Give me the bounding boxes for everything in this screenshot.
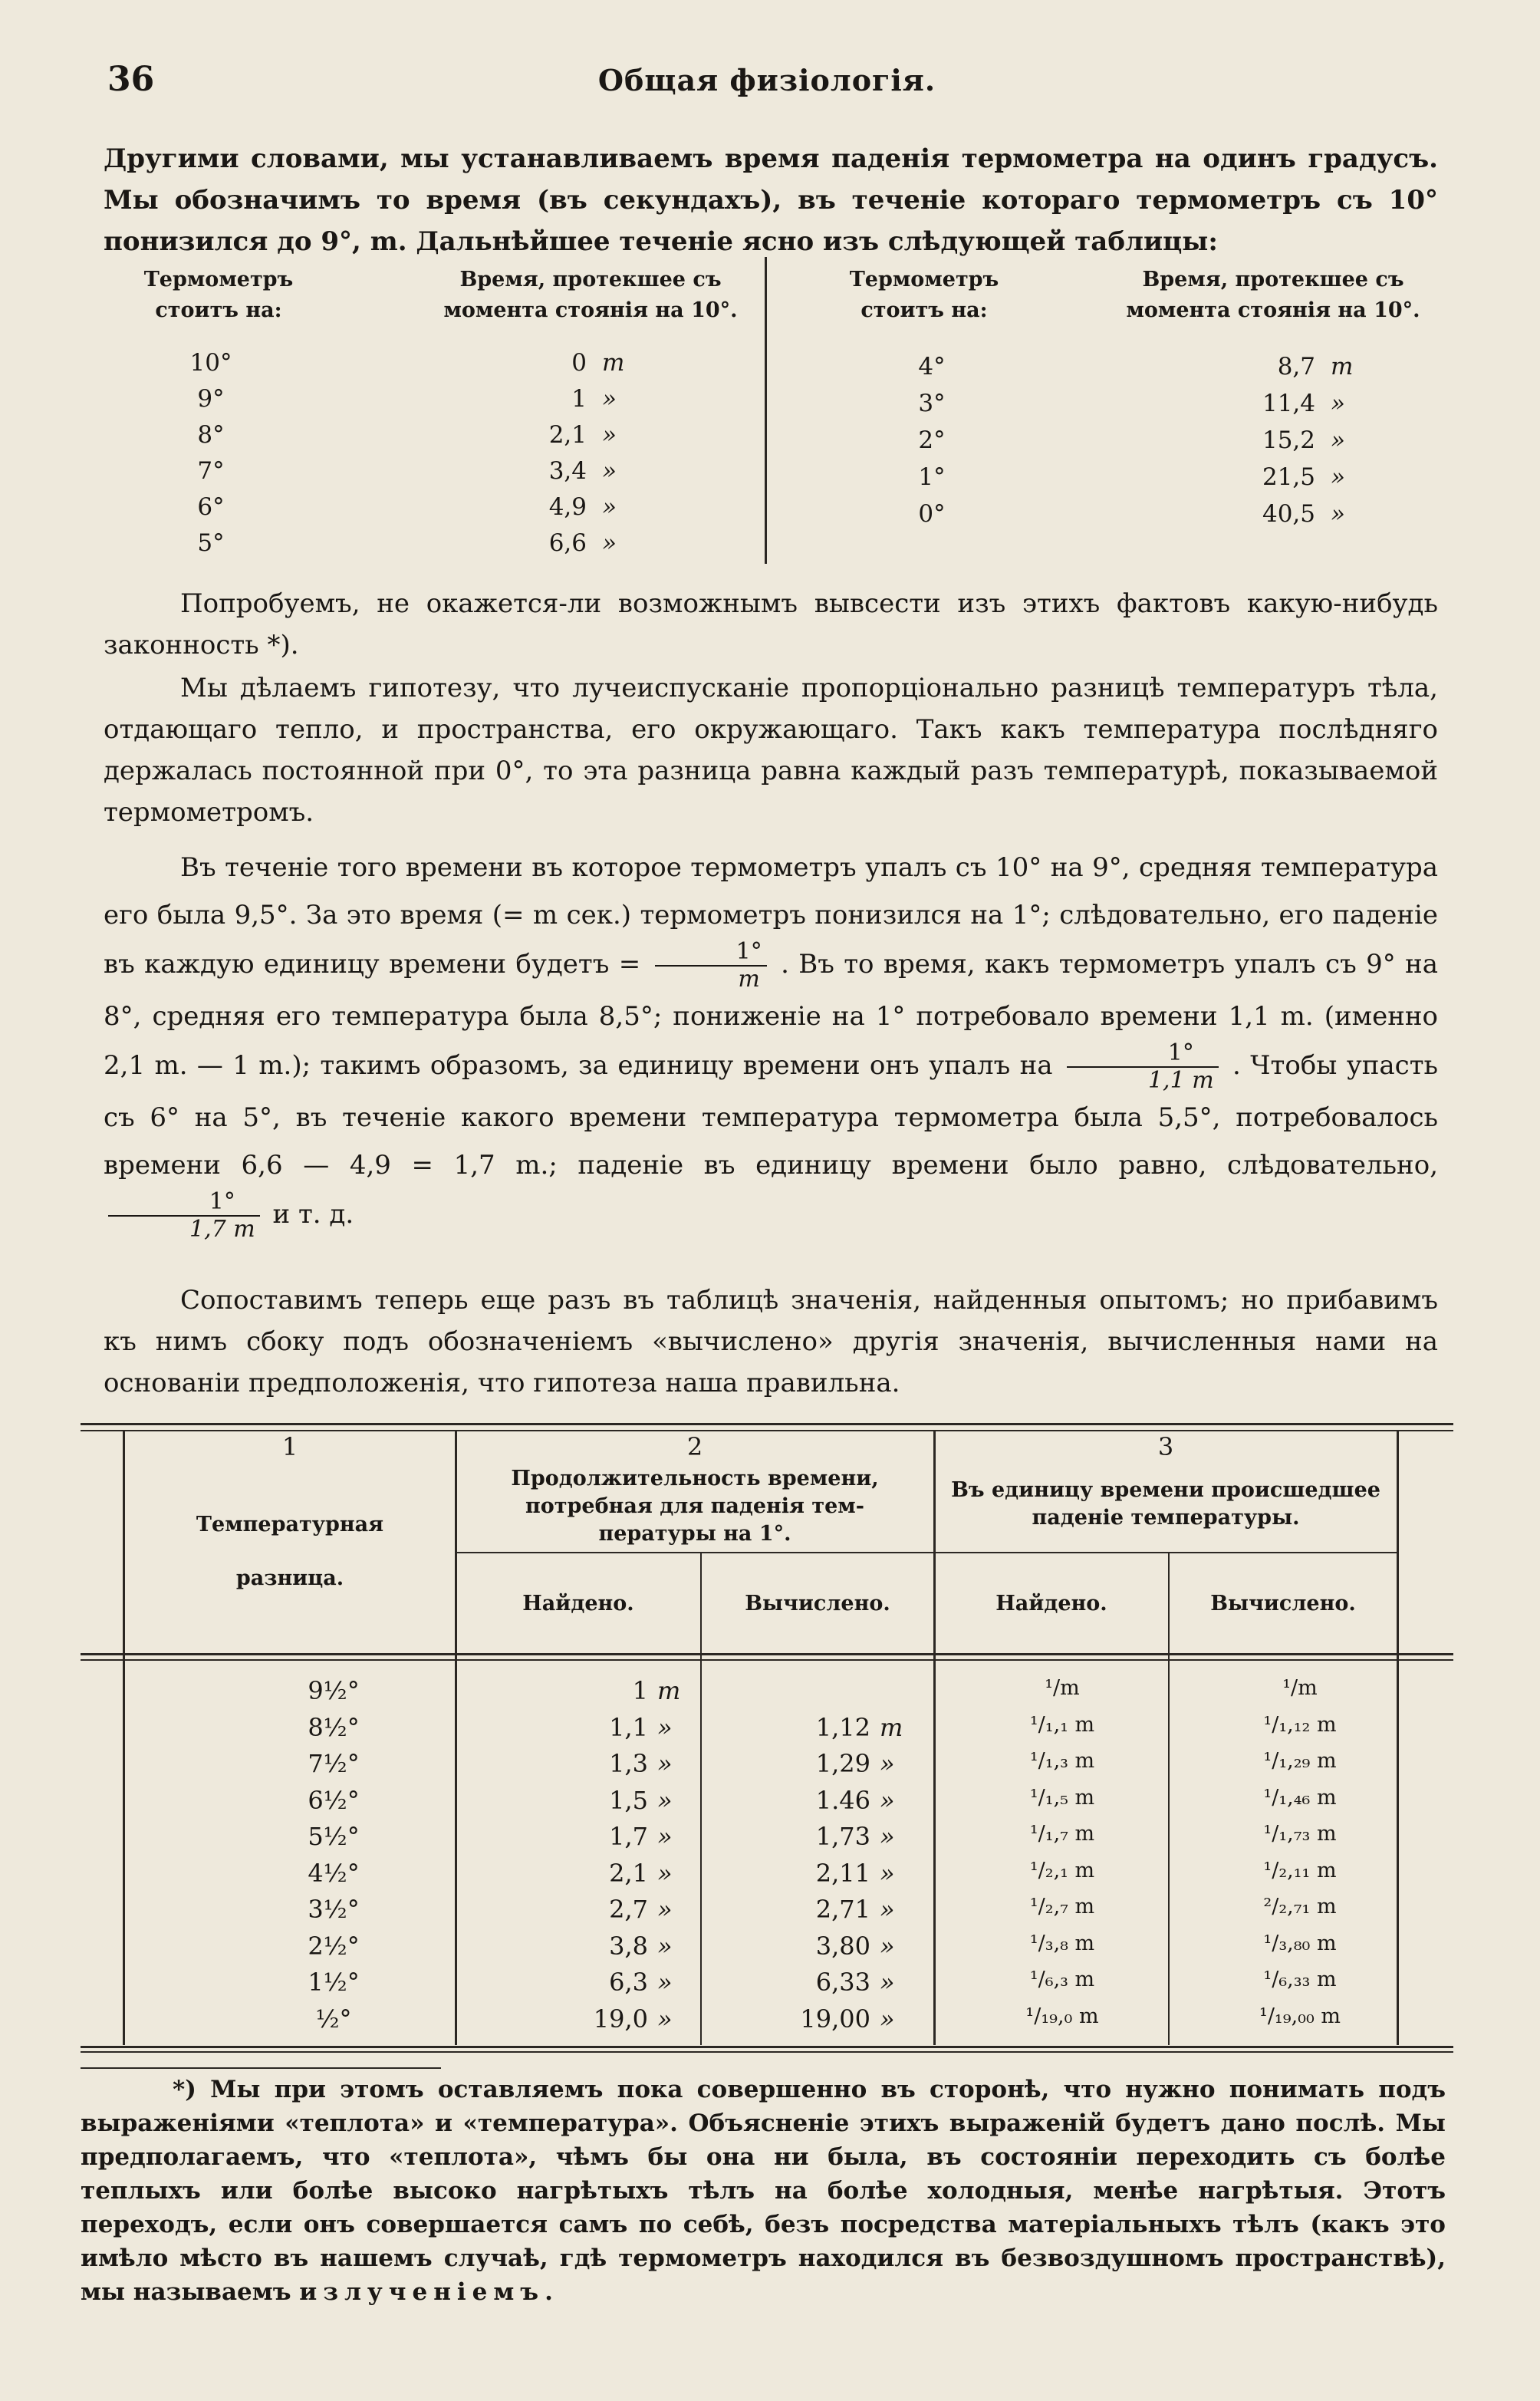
paragraph-2: Мы дѣлаемъ гипотезу, что лучеиспусканiе пропорцiонально разницѣ температуръ тѣла, отдающаго тепло, и пространства, его окружающаго. Такъ какъ температура послѣдняго держалась постоянной при 0°, то эта разница равна каждый разъ температурѣ, показываемой термометромъ. [104, 673, 1438, 828]
fraction-2 [1067, 1040, 1219, 1094]
time-calc-unit: » [880, 1785, 895, 1815]
time-found-unit: » [657, 1822, 673, 1851]
footnote-rule [81, 2067, 441, 2069]
rate-calc: ¹/m [1282, 1676, 1318, 1700]
thermo-unit: » [602, 385, 617, 413]
col1-header-line1: Температурная [196, 1513, 384, 1536]
thermo-unit: » [1331, 500, 1345, 528]
table-row [81, 1968, 1453, 2003]
paragraph-3 [104, 844, 1438, 1243]
rate-calc: ¹/₁,₄₆ m [1263, 1785, 1337, 1810]
thermo-temp: 3° [918, 390, 946, 417]
page-header [100, 60, 1434, 106]
thermo-unit: » [602, 493, 617, 521]
page-number: 36 [107, 60, 155, 99]
thermo-temp: 4° [918, 353, 946, 380]
time-calc: 6,33 [815, 1968, 870, 1997]
thermo-temp: 6° [197, 493, 225, 521]
thermo-temp: 9° [197, 385, 225, 413]
fraction-1-numerator: 1° [655, 939, 767, 967]
thermo-time: 2,1 [548, 421, 587, 449]
col2-sub-calc: Вычислено. [745, 1592, 890, 1615]
time-found-unit: » [657, 1785, 673, 1815]
time-calc-unit: » [880, 1968, 895, 1997]
time-found-unit: » [657, 2004, 673, 2034]
time-calc: 1,29 [815, 1749, 870, 1778]
time-found: 6,3 [609, 1968, 648, 1997]
temp-diff: ½° [315, 2004, 352, 2034]
fraction-3-numerator: 1° [108, 1189, 260, 1217]
thermo-row [104, 390, 1438, 425]
thermo-row [104, 500, 1438, 535]
thermo-temp: 0° [918, 500, 946, 528]
temp-diff: 1½° [308, 1968, 360, 1997]
thermo-temp: 10° [189, 349, 232, 377]
thermo-time: 21,5 [1262, 463, 1315, 491]
paragraph-3-part-d: и т. д. [272, 1199, 354, 1230]
rate-calc: ²/₂,₇₁ m [1263, 1895, 1337, 1918]
thermo-row [104, 353, 1438, 388]
table-bottom-rule-2 [81, 2051, 1453, 2053]
rate-found: ¹/₂,₁ m [1029, 1858, 1095, 1882]
rate-found: ¹/₁,₁ m [1029, 1712, 1095, 1737]
temp-diff: 4½° [308, 1858, 360, 1888]
time-found-unit: » [657, 1712, 673, 1742]
time-calc-unit: m [880, 1712, 903, 1742]
rate-found: ¹/₃,₈ m [1029, 1931, 1095, 1955]
footnote-marker: *) [173, 2076, 196, 2103]
col2-header-line3: пературы на 1°. [598, 1522, 791, 1546]
rate-calc: ¹/₁,₁₂ m [1263, 1712, 1337, 1737]
time-calc-unit: » [880, 2004, 895, 2034]
temp-diff: 3½° [308, 1895, 360, 1924]
table-header-rule-2 [81, 1659, 1453, 1661]
time-calc: 1.46 [815, 1785, 870, 1815]
table-row [81, 1822, 1453, 1857]
thermo-unit: » [602, 457, 617, 485]
sub-rule-3 [935, 1552, 1397, 1553]
time-found-unit: » [657, 1895, 673, 1924]
rate-calc: ¹/₁,₇₃ m [1263, 1822, 1337, 1846]
fraction-1 [655, 939, 767, 993]
footnote-text: Мы при этомъ оставляемъ пока совершенно въ сторонѣ, что нужно понимать подъ выраженiями «теплота» и «температура». Объясненiе этихъ выраженiй будетъ дано послѣ. Мы предполагаемъ, что «теплота», чѣмъ бы она ни была, въ состоянiи переходить съ болѣе теплыхъ или болѣе высоко нагрѣтыхъ тѣлъ на болѣе холодныя, менѣе нагрѣтыя. Этотъ переходъ, если онъ совершается самъ по себѣ, безъ посредства матерiальныхъ тѣлъ (какъ это имѣло мѣсто въ нашемъ случаѣ, гдѣ термометръ находился въ безвоздушномъ пространствѣ), мы называемъ [81, 2076, 1446, 2306]
thermo-temp: 7° [197, 457, 225, 485]
col-number-3: 3 [1157, 1432, 1174, 1461]
time-calc-unit: » [880, 1822, 895, 1851]
time-found-unit: » [657, 1858, 673, 1888]
rate-calc: ¹/₃,₈₀ m [1263, 1931, 1337, 1955]
thermo-time: 0 [571, 349, 587, 377]
time-found-unit: » [657, 1749, 673, 1778]
col-number-1: 1 [281, 1432, 298, 1461]
left-time-header: Время, протекшее съ момента стоянiя на 10°. [443, 268, 738, 322]
fraction-3 [108, 1189, 260, 1243]
rate-found: ¹/₂,₇ m [1029, 1895, 1095, 1918]
table-header-rule [81, 1653, 1453, 1655]
time-found: 1 [632, 1676, 648, 1705]
table-row [81, 1786, 1453, 1821]
time-calc: 1,12 [815, 1712, 870, 1742]
table-row [81, 1713, 1453, 1748]
time-found-unit: » [657, 1931, 673, 1961]
time-calc: 1,73 [815, 1822, 870, 1851]
temp-diff: 5½° [308, 1822, 360, 1851]
table-row [81, 1895, 1453, 1930]
thermo-time: 3,4 [548, 457, 587, 485]
rate-found: ¹/₁,₅ m [1029, 1785, 1095, 1810]
time-found: 1,7 [609, 1822, 648, 1851]
table-row [81, 1932, 1453, 1967]
thermo-temp: 2° [918, 427, 946, 454]
time-found: 3,8 [609, 1931, 648, 1961]
time-found-unit: » [657, 1968, 673, 1997]
temp-diff: 2½° [308, 1931, 360, 1961]
col2-header-line2: потребная для паденiя тем- [525, 1494, 864, 1518]
thermo-temp: 1° [918, 463, 946, 491]
paragraph-1: Попробуемъ, не окажется-ли возможнымъ вывсести изъ этихъ фактовъ какую-нибудь законность *). [104, 588, 1438, 660]
right-temp-header: Термометръ стоитъ на: [849, 268, 999, 322]
fraction-2-denominator: 1,1 m [1147, 1067, 1214, 1094]
time-found: 1,1 [609, 1712, 648, 1742]
table-top-rule-2 [81, 1430, 1453, 1431]
temp-diff: 7½° [308, 1749, 360, 1778]
thermo-row [104, 427, 1438, 462]
col3-sub-calc: Вычислено. [1210, 1592, 1356, 1615]
thermo-unit: » [602, 529, 617, 557]
temp-diff: 9½° [308, 1676, 360, 1705]
time-found: 2,1 [609, 1858, 648, 1888]
table-top-rule [81, 1423, 1453, 1425]
paragraph-4: Сопоставимъ теперь еще разъ въ таблицѣ значенiя, найденныя опытомъ; но прибавимъ къ нимъ сбоку подъ обозначенiемъ «вычислено» другiя значенiя, вычисленныя нами на основанiи предположенiя, что гипотеза наша правильна. [104, 1285, 1438, 1398]
rate-calc: ¹/₁,₂₉ m [1263, 1749, 1337, 1773]
table-row [81, 2004, 1453, 2040]
paragraph-3-part-b: . Въ то время, какъ термометръ упалъ съ 9° на 8°, средняя его температура была 8,5°; пониженiе на 1° потребовало времени 1,1 m. (именно 2,1 m. — 1 m.); такимъ образомъ, за единицу времени онъ упалъ на [104, 949, 1438, 1081]
col2-sub-found: Найдено. [522, 1592, 634, 1615]
thermo-time: 4,9 [548, 493, 587, 521]
col3-header-line2: паденiе температуры. [1032, 1506, 1300, 1530]
intro-paragraph: Другими словами, мы устанавливаемъ время паденiя термометра на одинъ градусъ. Мы обозначимъ то время (въ секундахъ), въ теченiе котораго термометръ съ 10° понизился до 9°, m. Дальнѣйшее теченiе ясно изъ слѣдующей таблицы: [104, 143, 1438, 257]
time-found-unit: m [657, 1676, 681, 1705]
paragraph-3-part-a: Въ теченiе того времени въ которое термометръ упалъ съ 10° на 9°, средняя температура его была 9,5°. За это время (= m сек.) термометръ понизился на 1°; слѣдовательно, его паденiе въ каждую единицу времени будетъ = [104, 852, 1438, 980]
time-calc-unit: » [880, 1858, 895, 1888]
left-temp-header: Термометръ стоитъ на: [143, 268, 294, 322]
time-calc-unit: » [880, 1931, 895, 1961]
thermo-row [104, 463, 1438, 499]
thermo-time: 11,4 [1262, 390, 1315, 417]
rate-found: ¹/₆,₃ m [1029, 1968, 1095, 1991]
col2-header-line1: Продолжительность времени, [511, 1467, 879, 1490]
time-calc: 2,11 [815, 1858, 870, 1888]
right-time-header: Время, протекшее съ момента стоянiя на 10°. [1126, 268, 1420, 322]
time-calc: 3,80 [815, 1931, 870, 1961]
table-row [81, 1676, 1453, 1711]
time-found: 1,3 [609, 1749, 648, 1778]
comparison-table [81, 1423, 1453, 2056]
rate-calc: ¹/₁₉,₀₀ m [1259, 2004, 1341, 2028]
thermo-time: 1 [571, 385, 587, 413]
thermo-unit: m [1331, 353, 1354, 380]
rate-found: ¹/₁,₇ m [1029, 1822, 1095, 1846]
sub-rule-2 [456, 1552, 933, 1553]
thermo-temp: 5° [197, 529, 225, 557]
rate-calc: ¹/₂,₁₁ m [1263, 1858, 1337, 1882]
time-calc-unit: » [880, 1749, 895, 1778]
time-calc: 2,71 [815, 1895, 870, 1924]
temp-diff: 6½° [308, 1785, 360, 1815]
col1-header-line2: разница. [235, 1566, 344, 1590]
thermo-unit: » [1331, 427, 1345, 454]
thermo-time: 8,7 [1277, 353, 1315, 380]
time-found: 19,0 [593, 2004, 648, 2034]
footnote-term: излученiемъ. [299, 2278, 559, 2306]
thermo-time: 15,2 [1262, 427, 1315, 454]
time-calc: 19,00 [800, 2004, 870, 2034]
time-found: 1,5 [609, 1785, 648, 1815]
time-found: 2,7 [609, 1895, 648, 1924]
paragraph-3-part-c: . Чтобы упасть съ 6° на 5°, въ теченiе какого времени температура термометра была 5,5°, потребовалось времени 6,6 — 4,9 = 1,7 m.; паденiе въ единицу времени было равно, слѣдовательно, [104, 1050, 1439, 1181]
temp-diff: 8½° [308, 1712, 360, 1742]
running-title: Общая физiологiя. [597, 63, 936, 97]
col3-sub-found: Найдено. [995, 1592, 1107, 1615]
footnote [81, 2073, 1446, 2309]
thermo-time: 6,6 [548, 529, 587, 557]
table-row [81, 1749, 1453, 1784]
thermo-unit: » [1331, 463, 1345, 491]
thermo-time: 40,5 [1262, 500, 1315, 528]
fraction-2-numerator: 1° [1067, 1040, 1219, 1068]
thermo-unit: » [1331, 390, 1345, 417]
table-row [81, 1859, 1453, 1894]
time-calc-unit: » [880, 1895, 895, 1924]
thermo-unit: m [602, 349, 625, 377]
thermo-temp: 8° [197, 421, 225, 449]
rate-calc: ¹/₆,₃₃ m [1263, 1968, 1337, 1991]
table-bottom-rule [81, 2046, 1453, 2048]
col-number-2: 2 [686, 1432, 703, 1461]
fraction-3-denominator: 1,7 m [189, 1216, 255, 1243]
thermo-unit: » [602, 421, 617, 449]
rate-found: ¹/₁,₃ m [1029, 1749, 1095, 1773]
rate-found: ¹/m [1045, 1676, 1080, 1700]
fraction-1-denominator: m [738, 966, 760, 993]
rate-found: ¹/₁₉,₀ m [1025, 2004, 1099, 2028]
col3-header-line1: Въ единицу времени происшедшее [951, 1478, 1380, 1502]
thermometer-table [104, 257, 1438, 579]
